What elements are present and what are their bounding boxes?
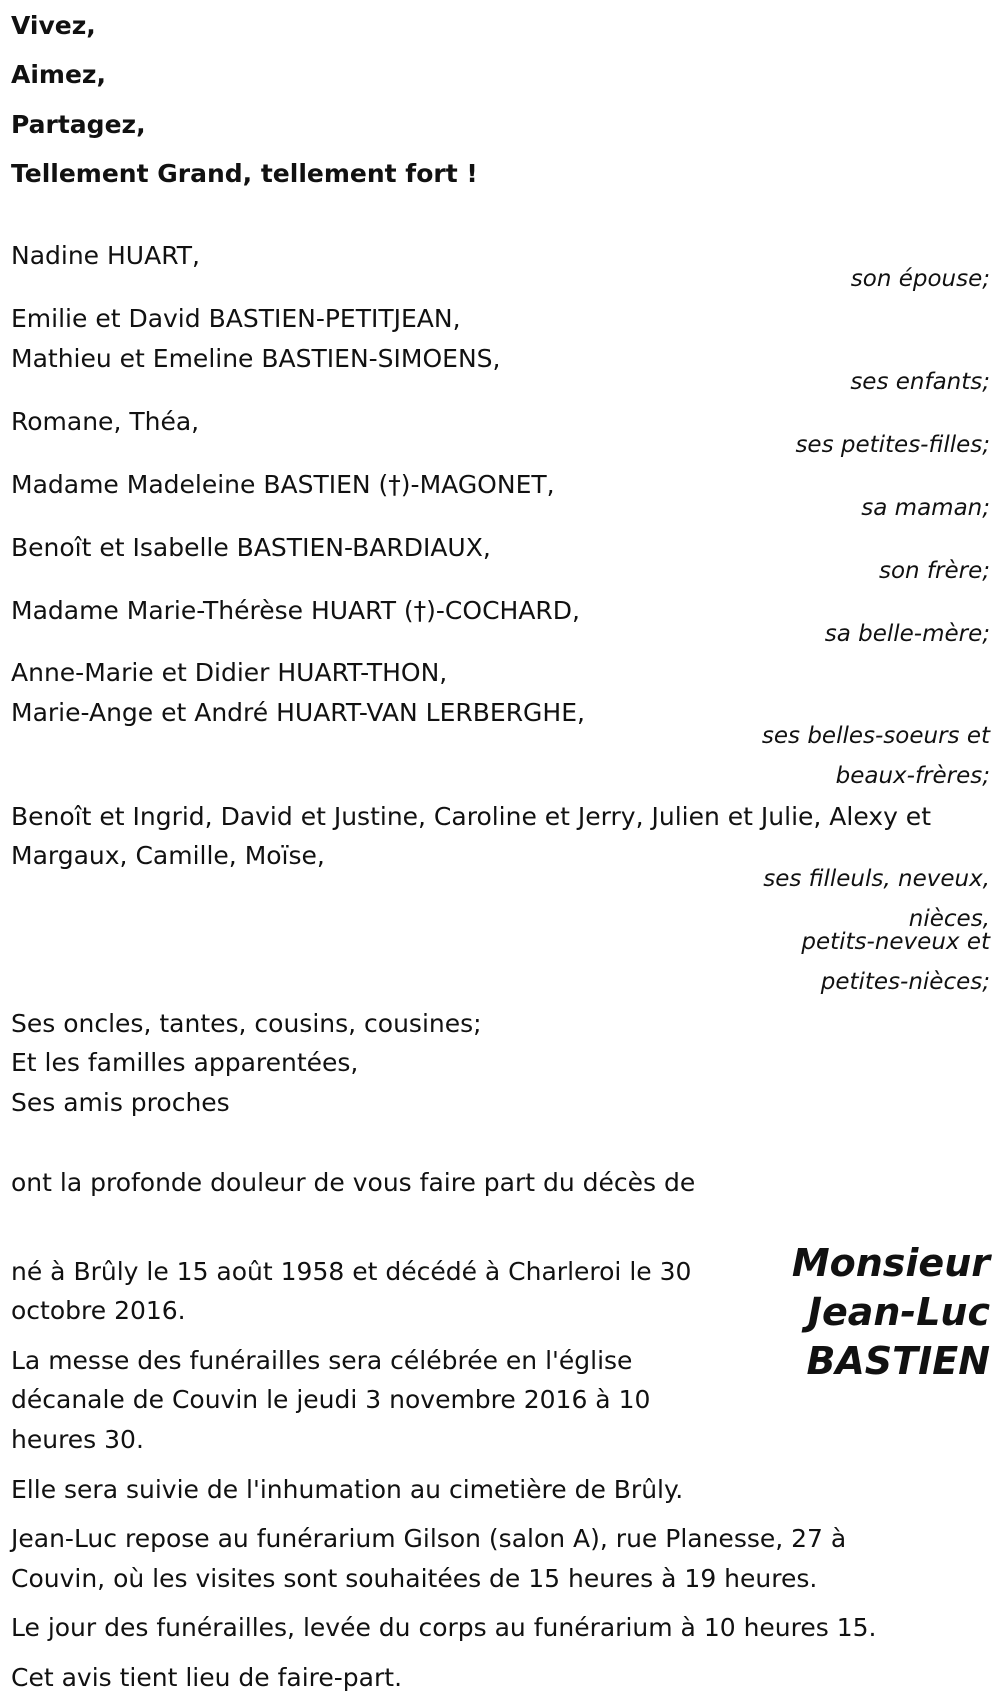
extended-family-line-2: Et les familles apparentées, [11, 1048, 359, 1077]
grandchildren-relation: ses petites-filles; [795, 432, 990, 458]
rest-line-2: Couvin, où les visites sont souhaitées de 15 heures à 19 heures. [11, 1564, 818, 1593]
godchildren-line-1: Benoît et Ingrid, David et Justine, Caroline et Jerry, Julien et Julie, Alexy et [11, 802, 931, 831]
children-relation: ses enfants; [850, 369, 990, 395]
godchildren-line-2: Margaux, Camille, Moïse, [11, 841, 325, 870]
spouse-name: Nadine HUART, [11, 241, 200, 270]
deceased-name [790, 1239, 990, 1386]
deceased-title: Monsieur [791, 1241, 990, 1285]
rest-line-1: Jean-Luc repose au funérarium Gilson (salon A), rue Planesse, 27 à [11, 1524, 847, 1553]
godchildren-relation-1: ses filleuls, neveux, [763, 866, 990, 892]
in-laws-line-2: Marie-Ange et André HUART-VAN LERBERGHE, [11, 698, 585, 727]
mother-relation: sa maman; [861, 495, 990, 521]
children-line-1: Emilie et David BASTIEN-PETITJEAN, [11, 304, 461, 333]
mother-name: Madame Madeleine BASTIEN (†)-MAGONET, [11, 470, 555, 499]
in-laws-relation-1: ses belles-soeurs et [761, 723, 990, 749]
announcement-text: ont la profonde douleur de vous faire part du décès de [11, 1168, 696, 1197]
deceased-last-name: BASTIEN [806, 1339, 990, 1383]
grandchildren-names: Romane, Théa, [11, 407, 200, 436]
birth-death-line-2: octobre 2016. [11, 1296, 186, 1325]
poem-line-1: Vivez, [11, 11, 96, 40]
in-laws-relation-2: beaux-frères; [835, 763, 990, 789]
mass-line-3: heures 30. [11, 1425, 144, 1454]
mass-line-2: décanale de Couvin le jeudi 3 novembre 2016 à 10 [11, 1385, 651, 1414]
godchildren-relation-3: petits-neveux et [801, 929, 990, 955]
extended-family-line-1: Ses oncles, tantes, cousins, cousines; [11, 1009, 482, 1038]
poem-line-2: Aimez, [11, 60, 106, 89]
funeral-day-text: Le jour des funérailles, levée du corps au funérarium à 10 heures 15. [11, 1613, 877, 1642]
poem-line-3: Partagez, [11, 110, 146, 139]
extended-family-line-3: Ses amis proches [11, 1088, 230, 1117]
mass-line-1: La messe des funérailles sera célébrée en l'église [11, 1346, 633, 1375]
children-line-2: Mathieu et Emeline BASTIEN-SIMOENS, [11, 344, 501, 373]
notice-text: Cet avis tient lieu de faire-part. [11, 1663, 403, 1692]
godchildren-relation-4: petites-nièces; [820, 969, 990, 995]
deceased-first-name: Jean-Luc [807, 1290, 990, 1334]
spouse-relation: son épouse; [850, 266, 990, 292]
mother-in-law-relation: sa belle-mère; [824, 621, 990, 647]
brother-names: Benoît et Isabelle BASTIEN-BARDIAUX, [11, 533, 491, 562]
godchildren-relation-2: nièces, [908, 906, 990, 932]
burial-text: Elle sera suivie de l'inhumation au cimetière de Brûly. [11, 1475, 684, 1504]
brother-relation: son frère; [878, 558, 990, 584]
birth-death-line-1: né à Brûly le 15 août 1958 et décédé à Charleroi le 30 [11, 1257, 692, 1286]
in-laws-line-1: Anne-Marie et Didier HUART-THON, [11, 658, 448, 687]
poem-line-4: Tellement Grand, tellement fort ! [11, 159, 478, 188]
mother-in-law-name: Madame Marie-Thérèse HUART (†)-COCHARD, [11, 596, 580, 625]
